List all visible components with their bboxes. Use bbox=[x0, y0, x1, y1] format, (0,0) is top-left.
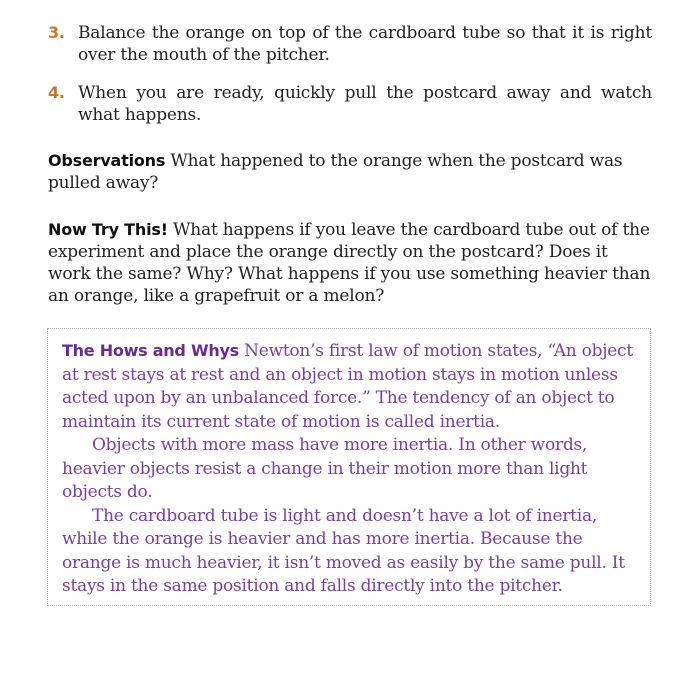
hows-and-whys-heading: The Hows and Whys bbox=[62, 341, 239, 360]
step-3 bbox=[48, 22, 652, 66]
hows-and-whys-paragraph-2 bbox=[62, 434, 640, 505]
step-text: Balance the orange on top of the cardboard tube so that it is right over the mouth of the pitcher. bbox=[78, 23, 652, 65]
hows-and-whys-content bbox=[62, 339, 640, 599]
now-try-this-heading: Now Try This! bbox=[48, 220, 168, 239]
step-text: When you are ready, quickly pull the postcard away and watch what happens. bbox=[78, 83, 652, 125]
observations-paragraph bbox=[48, 150, 652, 194]
hows-and-whys-paragraph-1 bbox=[62, 339, 640, 434]
step-4 bbox=[48, 82, 652, 126]
paragraph-text: The cardboard tube is light and doesn’t have a lot of inertia, while the orange is heavier and has more inertia. Because the orange is much heavier, it isn’t moved as easily by the same pull. It stays in the same position and falls directly into the pitcher. bbox=[62, 505, 625, 596]
paragraph-text: Newton’s first law of motion states, “An object at rest stays at rest and an object in motion stays in motion unless acted upon by an unbalanced force.” The tendency of an object to maintain its current state of motion is called inertia. bbox=[62, 341, 633, 432]
step-number: 3. bbox=[48, 23, 65, 42]
hows-and-whys-paragraph-3 bbox=[62, 505, 640, 599]
paragraph-text: Objects with more mass have more inertia. In other words, heavier objects resist a change in their motion more than light objects do. bbox=[62, 435, 588, 502]
now-try-this-text: What happens if you leave the cardboard tube out of the experiment and place the orange directly on the postcard? Does it work the same? Why? What happens if you use something heavier than an orange, like a grapefruit or a melon? bbox=[48, 220, 651, 306]
step-number: 4. bbox=[48, 83, 65, 102]
observations-heading: Observations bbox=[48, 151, 166, 170]
now-try-this-paragraph bbox=[48, 219, 652, 307]
observations-text: What happened to the orange when the postcard was pulled away? bbox=[48, 151, 623, 193]
